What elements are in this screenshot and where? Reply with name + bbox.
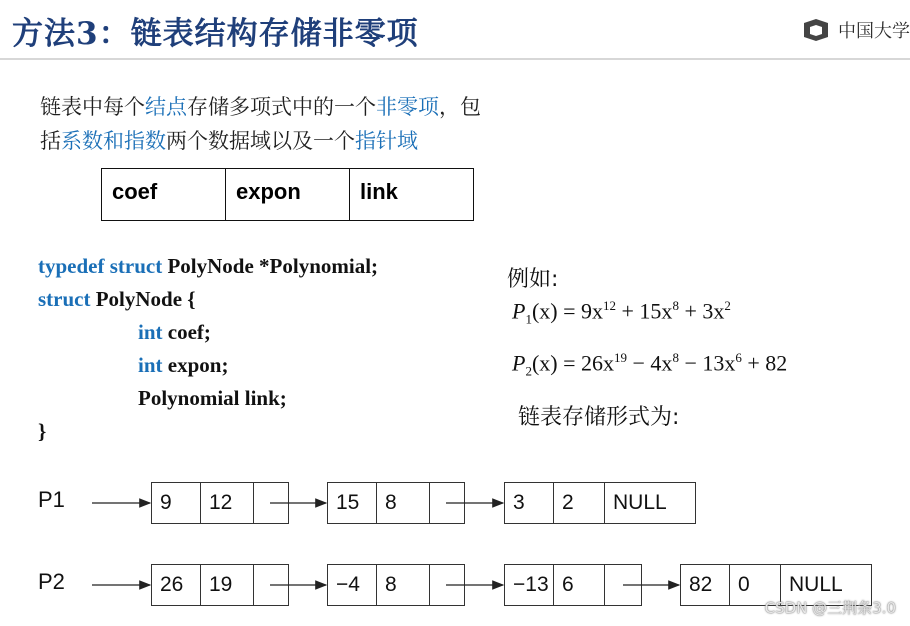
formula-term: (x) = 9x: [531, 298, 604, 324]
intro-highlight: 结点: [145, 95, 187, 119]
intro-text: 两个数据域以及一个: [166, 129, 355, 153]
code-text: PolyNode *Polynomial;: [162, 254, 379, 278]
formula-exp: 6: [735, 350, 742, 365]
intro-text: 存储多项式中的一个: [187, 95, 376, 119]
formula-exp: 8: [672, 298, 679, 313]
intro-highlight: 指针域: [355, 129, 418, 153]
intro-line-1: [40, 90, 860, 124]
formula-exp: 19: [614, 350, 628, 365]
page-title: 方法3：链表结构存储非零项: [12, 16, 419, 52]
node-expon: 8: [377, 483, 430, 523]
formula-term: − 13x: [678, 350, 736, 376]
intro-text: 链表中每个: [40, 95, 145, 119]
formula-var: P: [512, 298, 526, 324]
intro-highlight: 系数和指数: [61, 129, 166, 153]
node-expon: 19: [201, 565, 254, 605]
list-label-p2: P2: [38, 569, 65, 594]
list-node: [151, 564, 289, 606]
formula-term: + 15x: [616, 298, 673, 324]
formula-p2: [512, 350, 787, 380]
intro-text: 括: [40, 129, 61, 153]
node-link: NULL: [789, 573, 843, 596]
header-bar: [0, 0, 910, 64]
field-expon: expon: [226, 169, 350, 221]
formula-sub: 2: [525, 363, 532, 379]
code-text: expon;: [162, 353, 229, 377]
intro-paragraph: [40, 90, 860, 158]
list-node: [504, 564, 642, 606]
node-expon: 2: [554, 483, 605, 523]
node-coef: 9: [152, 483, 201, 523]
code-line: }: [38, 419, 47, 443]
node-expon: 6: [554, 565, 605, 605]
node-expon: 8: [377, 565, 430, 605]
field-coef: coef: [102, 169, 226, 221]
code-line: [38, 349, 378, 382]
formula-exp: 2: [724, 298, 731, 313]
node-coef: −13: [505, 565, 554, 605]
node-link: [254, 483, 288, 523]
node-expon: 12: [201, 483, 254, 523]
node-coef: 26: [152, 565, 201, 605]
formula-term: + 82: [741, 350, 788, 376]
formula-term: (x) = 26x: [531, 350, 615, 376]
node-link: [430, 483, 464, 523]
example-label: 例如:: [507, 267, 559, 292]
mooc-logo-text: 中国大学: [838, 21, 910, 42]
intro-line-2: [40, 124, 860, 158]
node-structure-diagram: [101, 168, 474, 221]
code-text: coef;: [162, 320, 211, 344]
code-line: [38, 316, 378, 349]
list-node: [327, 482, 465, 524]
code-keyword: int: [138, 320, 163, 344]
list-label-p1: P1: [38, 487, 65, 512]
formula-p1: [512, 298, 731, 328]
node-expon: 0: [730, 565, 781, 605]
formula-exp: 12: [603, 298, 617, 313]
node-link: [254, 565, 288, 605]
list-node: [504, 482, 696, 524]
csdn-watermark: CSDN @三荆条3.0: [764, 599, 896, 617]
formula-var: P: [512, 350, 526, 376]
code-text: PolyNode {: [90, 287, 196, 311]
list-node: [327, 564, 465, 606]
code-keyword: typedef struct: [38, 254, 163, 278]
storage-form-label: 链表存储形式为:: [518, 405, 680, 430]
code-keyword: int: [138, 353, 163, 377]
code-line: Polynomial link;: [138, 386, 287, 410]
node-link: NULL: [613, 491, 667, 514]
intro-highlight: 非零项: [376, 95, 439, 119]
title-divider: [0, 58, 910, 60]
node-link: [605, 565, 641, 605]
formula-exp: 8: [672, 350, 679, 365]
node-link: [430, 565, 464, 605]
node-coef: −4: [328, 565, 377, 605]
node-coef: 3: [505, 483, 554, 523]
field-link: link: [350, 169, 474, 221]
node-coef: 82: [681, 565, 730, 605]
list-node: [151, 482, 289, 524]
mooc-logo-icon: [802, 17, 830, 43]
mooc-logo: [802, 14, 910, 46]
code-line: [38, 250, 378, 283]
code-line: [38, 283, 378, 316]
formula-sub: 1: [525, 311, 532, 327]
node-coef: 15: [328, 483, 377, 523]
code-keyword: struct: [38, 287, 91, 311]
intro-text: ，包: [439, 95, 481, 119]
formula-term: + 3x: [678, 298, 725, 324]
code-block: [38, 250, 378, 448]
formula-term: − 4x: [627, 350, 673, 376]
